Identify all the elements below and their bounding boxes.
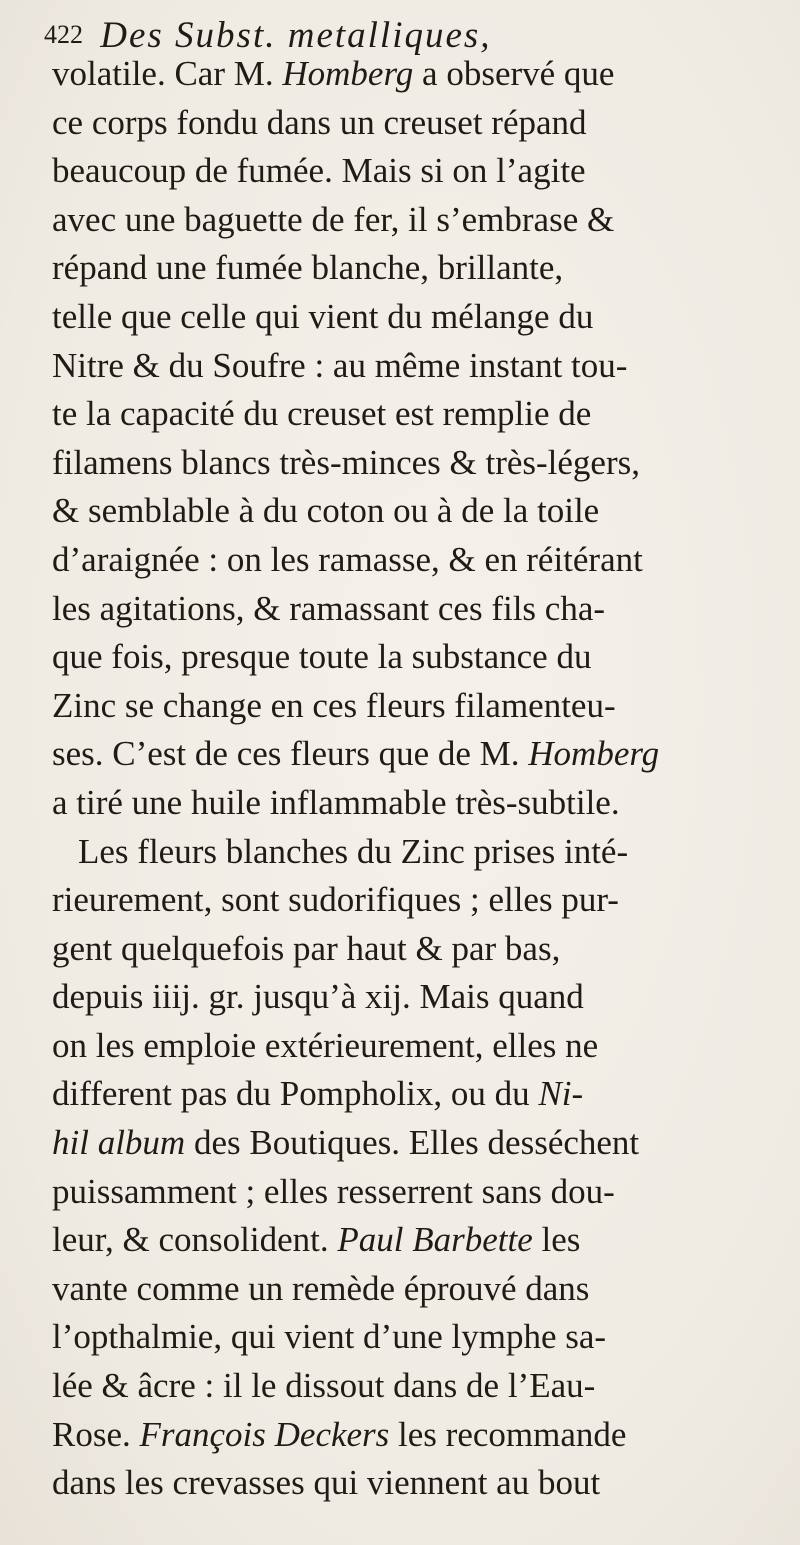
text-line (52, 244, 788, 293)
italic-name: Homberg (528, 734, 660, 774)
text-segment: les agitations, & ramassant ces fils cha- (52, 588, 606, 628)
text-line (52, 1362, 788, 1411)
text-line (52, 50, 788, 99)
text-segment: a tiré une huile inflammable très-subtile. (52, 782, 620, 822)
text-segment: beaucoup de fumée. Mais si on l’agite (52, 151, 586, 191)
text-line (52, 1265, 788, 1314)
text-segment: d’araignée : on les ramasse, & en réitérant (52, 539, 643, 579)
text-segment: te la capacité du creuset est remplie de (52, 394, 592, 434)
text-segment: filamens blancs très-minces & très-légers, (52, 442, 640, 482)
body-text (52, 50, 788, 1508)
text-line (52, 342, 788, 391)
text-segment: répand une fumée blanche, brillante, (52, 248, 564, 288)
text-segment: different pas du Pompholix, ou du (52, 1074, 539, 1114)
text-line (52, 585, 788, 634)
text-segment: puissamment ; elles resserrent sans dou- (52, 1171, 615, 1211)
text-line (52, 1070, 788, 1119)
text-line (52, 487, 788, 536)
running-title: Des Subst. metalliques, (100, 15, 492, 56)
text-line (52, 925, 788, 974)
italic-name: Ni- (538, 1074, 584, 1114)
text-segment: avec une baguette de fer, il s’embrase & (52, 199, 615, 239)
text-line (52, 682, 788, 731)
text-line (52, 730, 788, 779)
text-line (52, 1411, 788, 1460)
italic-name: Homberg (282, 54, 414, 93)
text-line (52, 779, 788, 828)
text-segment: les (532, 1220, 581, 1260)
text-segment: gent quelquefois par haut & par bas, (52, 928, 561, 968)
text-line (52, 1459, 788, 1508)
text-segment: telle que celle qui vient du mélange du (52, 296, 594, 336)
text-segment: des Boutiques. Elles desséchent (185, 1123, 640, 1163)
text-line (52, 536, 788, 585)
text-line (52, 1216, 788, 1265)
text-line (52, 439, 788, 488)
text-segment: lée & âcre : il le dissout dans de l’Eau- (52, 1366, 596, 1406)
text-line (52, 1313, 788, 1362)
text-segment: a observé que (413, 54, 615, 93)
text-line (52, 99, 788, 148)
text-segment: ses. C’est de ces fleurs que de M. (52, 734, 529, 774)
text-line (52, 196, 788, 245)
text-line (52, 1119, 788, 1168)
text-segment: on les emploie extérieurement, elles ne (52, 1025, 599, 1065)
page-number: 422 (44, 20, 83, 49)
text-segment: que fois, presque toute la substance du (52, 637, 592, 677)
text-segment: ce corps fondu dans un creuset répand (52, 102, 587, 142)
text-segment: Les fleurs blanches du Zinc prises inté- (78, 831, 629, 871)
text-segment: leur, & consolident. (52, 1220, 338, 1260)
text-segment: les recommande (389, 1414, 627, 1454)
text-line (52, 876, 788, 925)
text-segment: Nitre & du Soufre : au même instant tou- (52, 345, 628, 385)
text-segment: depuis iiij. gr. jusqu’à xij. Mais quand (52, 977, 584, 1017)
italic-name: Paul Barbette (337, 1220, 533, 1260)
text-line (52, 147, 788, 196)
text-line (52, 633, 788, 682)
text-line (52, 1168, 788, 1217)
text-line (52, 390, 788, 439)
text-segment: Zinc se change en ces fleurs filamenteu- (52, 685, 616, 725)
text-segment: & semblable à du coton ou à de la toile (52, 491, 600, 531)
text-line (52, 828, 788, 877)
text-line (52, 1022, 788, 1071)
text-segment: dans les crevasses qui viennent au bout (52, 1463, 601, 1503)
italic-name: hil album (52, 1123, 186, 1163)
text-segment: l’opthalmie, qui vient d’une lymphe sa- (52, 1317, 607, 1357)
text-segment: vante comme un remède éprouvé dans (52, 1268, 590, 1308)
text-line (52, 973, 788, 1022)
italic-name: François Deckers (139, 1414, 390, 1454)
text-segment: Rose. (52, 1414, 140, 1454)
text-segment: volatile. Car M. (52, 54, 283, 93)
text-line (52, 293, 788, 342)
text-segment: rieurement, sont sudorifiques ; elles pur- (52, 880, 619, 920)
